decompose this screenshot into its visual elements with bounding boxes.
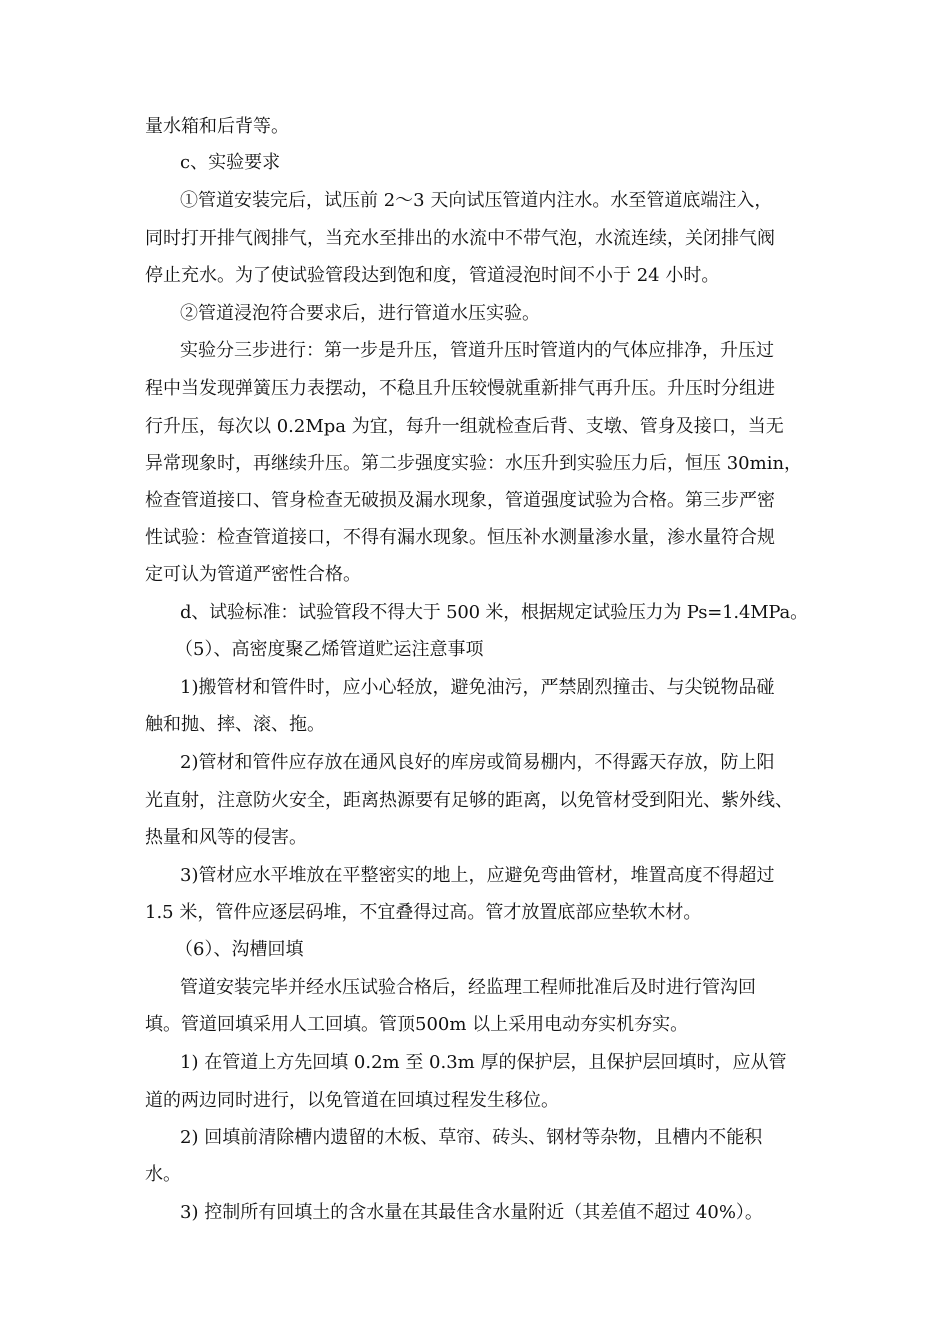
section-heading-5: （5）、高密度聚乙烯管道贮运注意事项: [175, 639, 484, 660]
text-line: ②管道浸泡符合要求后，进行管道水压实验。: [180, 303, 540, 324]
text-line: 程中当发现弹簧压力表摆动，不稳且升压较慢就重新排气再升压。升压时分组进: [145, 378, 775, 399]
text-line: 水。: [145, 1164, 181, 1185]
text-line: 3) 控制所有回填土的含水量在其最佳含水量附近（其差值不超过 40%）。: [180, 1202, 763, 1223]
text-line: ①管道安装完后，试压前 2～3 天向试压管道内注水。水至管道底端注入，: [180, 190, 773, 211]
section-heading-c: c、实验要求: [180, 152, 281, 173]
text-line: 道的两边同时进行，以免管道在回填过程发生移位。: [145, 1090, 559, 1111]
text-line: 行升压，每次以 0.2Mpa 为宜，每升一组就检查后背、支墩、管身及接口，当无: [145, 416, 784, 437]
text-line: 热量和风等的侵害。: [145, 827, 307, 848]
text-line: 2)管材和管件应存放在通风良好的库房或简易棚内，不得露天存放，防上阳: [180, 752, 775, 773]
text-line: 同时打开排气阀排气，当充水至排出的水流中不带气泡，水流连续，关闭排气阀: [145, 228, 775, 249]
section-heading-d: d、试验标准：试验管段不得大于 500 米，根据规定试验压力为 Ps=1.4MPa。: [180, 602, 808, 623]
text-line: 1) 在管道上方先回填 0.2m 至 0.3m 厚的保护层，且保护层回填时，应从管: [180, 1052, 787, 1073]
text-line: 1.5 米，管件应逐层码堆，不宜叠得过高。管才放置底部应垫软木材。: [145, 902, 702, 923]
text-line: 管道安装完毕并经水压试验合格后，经监理工程师批准后及时进行管沟回: [180, 977, 756, 998]
text-line: 填。管道回填采用人工回填。管顶500m 以上采用电动夯实机夯实。: [145, 1014, 689, 1035]
text-line: 实验分三步进行：第一步是升压，管道升压时管道内的气体应排净，升压过: [180, 340, 774, 361]
text-line: 异常现象时，再继续升压。第二步强度实验：水压升到实验压力后，恒压 30min，: [145, 453, 803, 474]
text-line: 1)搬管材和管件时，应小心轻放，避免油污，严禁剧烈撞击、与尖锐物品碰: [180, 677, 775, 698]
text-line: 光直射，注意防火安全，距离热源要有足够的距离，以免管材受到阳光、紫外线、: [145, 790, 793, 811]
text-line: 2) 回填前清除槽内遗留的木板、草帘、砖头、钢材等杂物，且槽内不能积: [180, 1127, 763, 1148]
text-line: 检查管道接口、管身检查无破损及漏水现象，管道强度试验为合格。第三步严密: [145, 490, 775, 511]
text-line: 停止充水。为了使试验管段达到饱和度，管道浸泡时间不小于 24 小时。: [145, 265, 720, 286]
text-line: 量水箱和后背等。: [145, 116, 289, 137]
text-line: 触和抛、摔、滚、拖。: [145, 714, 325, 735]
text-line: 定可认为管道严密性合格。: [145, 564, 361, 585]
text-line: 性试验：检查管道接口，不得有漏水现象。恒压补水测量渗水量，渗水量符合规: [145, 527, 775, 548]
section-heading-6: （6）、沟槽回填: [175, 939, 304, 960]
text-line: 3)管材应水平堆放在平整密实的地上，应避免弯曲管材，堆置高度不得超过: [180, 865, 775, 886]
